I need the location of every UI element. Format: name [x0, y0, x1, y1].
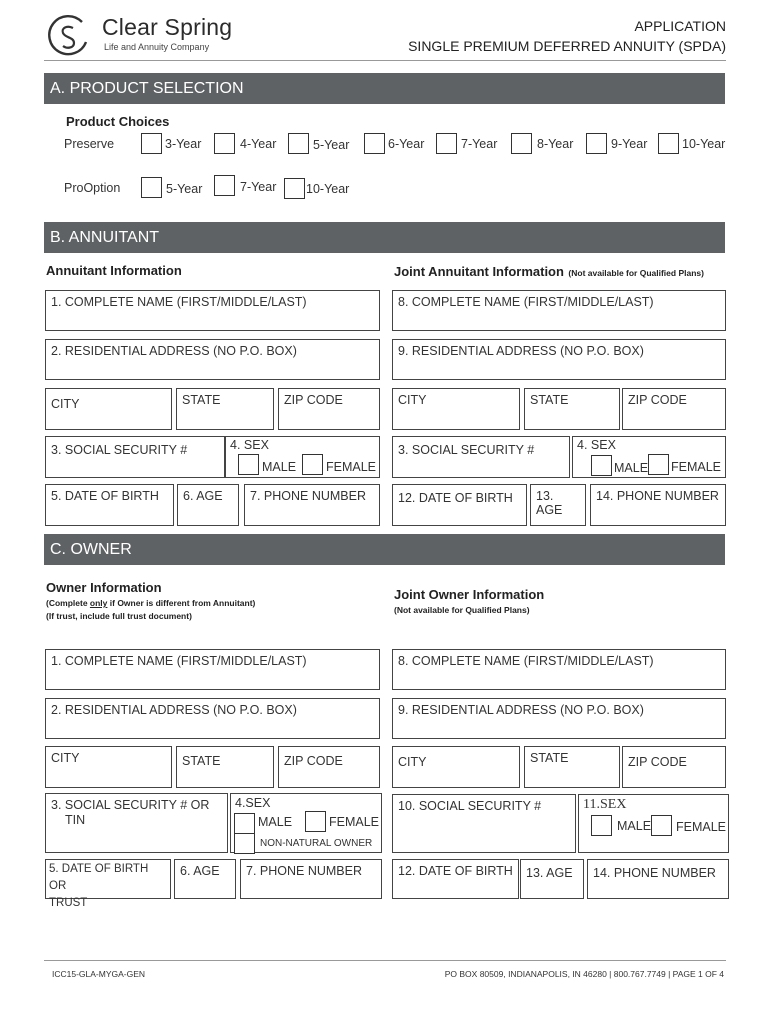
- joint-annuitant-phone-label: 14. PHONE NUMBER: [596, 489, 719, 503]
- title-line-1: APPLICATION: [634, 18, 726, 34]
- owner-male-checkbox[interactable]: [234, 813, 255, 834]
- annuitant-dob-label: 5. DATE OF BIRTH: [51, 489, 159, 503]
- owner-sex-label: 4.SEX: [235, 796, 271, 810]
- owner-note-1-pre: (Complete: [46, 598, 90, 608]
- prooption-10-year-checkbox[interactable]: [284, 178, 305, 199]
- prooption-label: ProOption: [64, 181, 121, 195]
- annuitant-address-label: 2. RESIDENTIAL ADDRESS (NO P.O. BOX): [51, 344, 297, 358]
- owner-ssn-label-2: TIN: [65, 813, 86, 827]
- preserve-6-year-checkbox[interactable]: [364, 133, 385, 154]
- owner-note-1-post: if Owner is different from Annuitant): [107, 598, 256, 608]
- joint-owner-zip-field[interactable]: [622, 746, 726, 788]
- title-line-2: SINGLE PREMIUM DEFERRED ANNUITY (SPDA): [408, 38, 726, 54]
- annuitant-age-label: 6. AGE: [183, 489, 223, 503]
- joint-annuitant-male-checkbox[interactable]: [591, 455, 612, 476]
- annuitant-info-heading: Annuitant Information: [46, 263, 182, 278]
- joint-owner-name-field[interactable]: [392, 649, 726, 690]
- preserve-7-year-checkbox[interactable]: [436, 133, 457, 154]
- joint-owner-address-field[interactable]: [392, 698, 726, 739]
- joint-owner-address-label: 9. RESIDENTIAL ADDRESS (NO P.O. BOX): [398, 703, 644, 717]
- joint-annuitant-zip-label: ZIP CODE: [628, 393, 687, 407]
- joint-annuitant-ssn-field[interactable]: [392, 436, 570, 478]
- prooption-10-year-label: 10-Year: [306, 182, 350, 196]
- preserve-4-year-label: 4-Year: [240, 137, 277, 151]
- joint-annuitant-phone-field[interactable]: [590, 484, 726, 526]
- preserve-8-year-checkbox[interactable]: [511, 133, 532, 154]
- annuitant-ssn-field[interactable]: [45, 436, 225, 478]
- annuitant-zip-field[interactable]: [278, 388, 380, 430]
- joint-owner-city-field[interactable]: [392, 746, 520, 788]
- prooption-5-year-checkbox[interactable]: [141, 177, 162, 198]
- joint-owner-ssn-field[interactable]: [392, 794, 576, 853]
- joint-owner-sex-label: 11.SEX: [583, 797, 627, 812]
- owner-phone-field[interactable]: [240, 859, 382, 899]
- joint-owner-age-field[interactable]: [520, 859, 584, 899]
- joint-owner-male-label: MALE: [617, 819, 652, 833]
- preserve-9-year-checkbox[interactable]: [586, 133, 607, 154]
- joint-owner-note: (Not available for Qualified Plans): [394, 605, 530, 615]
- owner-address-field[interactable]: [45, 698, 380, 739]
- annuitant-dob-field[interactable]: [45, 484, 174, 526]
- joint-owner-state-field[interactable]: [524, 746, 620, 788]
- joint-annuitant-city-field[interactable]: [392, 388, 520, 430]
- annuitant-city-field[interactable]: [45, 388, 172, 430]
- owner-city-label: CITY: [51, 751, 80, 765]
- section-b-header: B. ANNUITANT: [44, 222, 725, 253]
- joint-annuitant-female-checkbox[interactable]: [648, 454, 669, 475]
- joint-annuitant-city-label: CITY: [398, 393, 427, 407]
- owner-phone-label: 7. PHONE NUMBER: [246, 864, 362, 878]
- joint-annuitant-age-label: 13. AGE: [536, 489, 563, 517]
- brand-name: Clear Spring: [102, 14, 233, 40]
- annuitant-name-field[interactable]: [45, 290, 380, 331]
- annuitant-ssn-label: 3. SOCIAL SECURITY #: [51, 443, 188, 457]
- preserve-8-year-label: 8-Year: [537, 137, 574, 151]
- owner-zip-label: ZIP CODE: [284, 754, 343, 768]
- preserve-6-year-label: 6-Year: [388, 137, 425, 151]
- joint-annuitant-heading-group: [394, 263, 704, 281]
- annuitant-phone-label: 7. PHONE NUMBER: [250, 489, 366, 503]
- preserve-10-year-label: 10-Year: [682, 137, 726, 151]
- owner-female-checkbox[interactable]: [305, 811, 326, 832]
- joint-annuitant-state-field[interactable]: [524, 388, 620, 430]
- joint-owner-state-label: STATE: [530, 751, 569, 765]
- owner-state-field[interactable]: [176, 746, 274, 788]
- annuitant-zip-label: ZIP CODE: [284, 393, 343, 407]
- annuitant-city-label: CITY: [51, 397, 80, 411]
- joint-annuitant-dob-field[interactable]: [392, 484, 527, 526]
- owner-dob-field[interactable]: [45, 859, 171, 909]
- owner-ssn-label-1: 3. SOCIAL SECURITY # OR: [51, 798, 210, 812]
- section-c-header: C. OWNER: [44, 534, 725, 565]
- annuitant-state-field[interactable]: [176, 388, 274, 430]
- annuitant-sex-label: 4. SEX: [230, 438, 269, 452]
- joint-annuitant-ssn-label: 3. SOCIAL SECURITY #: [398, 443, 535, 457]
- annuitant-male-checkbox[interactable]: [238, 454, 259, 475]
- joint-annuitant-sex-label: 4. SEX: [577, 438, 616, 452]
- preserve-9-year-label: 9-Year: [611, 137, 648, 151]
- annuitant-name-label: 1. COMPLETE NAME (FIRST/MIDDLE/LAST): [51, 295, 307, 309]
- joint-annuitant-name-label: 8. COMPLETE NAME (FIRST/MIDDLE/LAST): [398, 295, 654, 309]
- preserve-3-year-checkbox[interactable]: [141, 133, 162, 154]
- owner-age-label: 6. AGE: [180, 864, 220, 878]
- joint-annuitant-note: (Not available for Qualified Plans): [568, 268, 704, 278]
- joint-annuitant-dob-label: 12. DATE OF BIRTH: [398, 491, 513, 505]
- joint-annuitant-heading: Joint Annuitant Information: [394, 264, 564, 279]
- annuitant-age-field[interactable]: [177, 484, 239, 526]
- section-a-header: A. PRODUCT SELECTION: [44, 73, 725, 104]
- owner-info-heading: Owner Information: [46, 580, 162, 595]
- annuitant-phone-field[interactable]: [244, 484, 380, 526]
- owner-note-1: [46, 598, 255, 608]
- header-divider: [44, 60, 726, 61]
- owner-ssn-field[interactable]: [45, 793, 228, 853]
- footer-form-id: ICC15-GLA-MYGA-GEN: [52, 969, 146, 979]
- joint-owner-heading: Joint Owner Information: [394, 587, 545, 602]
- joint-annuitant-male-label: MALE: [614, 461, 649, 475]
- clear-spring-logo-icon: [46, 12, 92, 58]
- preserve-10-year-checkbox[interactable]: [658, 133, 679, 154]
- preserve-4-year-checkbox[interactable]: [214, 133, 235, 154]
- owner-age-field[interactable]: [174, 859, 236, 899]
- joint-annuitant-female-label: FEMALE: [671, 460, 722, 474]
- annuitant-male-label: MALE: [262, 460, 297, 474]
- joint-annuitant-address-field[interactable]: [392, 339, 726, 380]
- owner-non-natural-checkbox[interactable]: [234, 833, 255, 854]
- joint-owner-city-label: CITY: [398, 755, 427, 769]
- owner-name-field[interactable]: [45, 649, 380, 690]
- owner-female-label: FEMALE: [329, 815, 380, 829]
- owner-male-label: MALE: [258, 815, 293, 829]
- owner-name-label: 1. COMPLETE NAME (FIRST/MIDDLE/LAST): [51, 654, 307, 668]
- preserve-5-year-checkbox[interactable]: [288, 133, 309, 154]
- brand-subtitle: Life and Annuity Company: [104, 42, 210, 52]
- annuitant-state-label: STATE: [182, 393, 221, 407]
- joint-owner-female-label: FEMALE: [676, 820, 727, 834]
- joint-owner-phone-label: 14. PHONE NUMBER: [593, 866, 716, 880]
- owner-state-label: STATE: [182, 754, 221, 768]
- joint-owner-name-label: 8. COMPLETE NAME (FIRST/MIDDLE/LAST): [398, 654, 654, 668]
- owner-address-label: 2. RESIDENTIAL ADDRESS (NO P.O. BOX): [51, 703, 297, 717]
- joint-owner-dob-label: 12. DATE OF BIRTH: [398, 864, 513, 878]
- owner-zip-field[interactable]: [278, 746, 380, 788]
- joint-annuitant-age-field[interactable]: [530, 484, 586, 526]
- prooption-7-year-label: 7-Year: [240, 180, 277, 194]
- joint-owner-ssn-label: 10. SOCIAL SECURITY #: [398, 799, 542, 813]
- preserve-5-year-label: 5-Year: [313, 138, 350, 152]
- owner-non-natural-label: NON-NATURAL OWNER: [260, 838, 373, 849]
- owner-dob-label-1: 5. DATE OF BIRTH OR: [49, 863, 149, 892]
- product-choices-heading: Product Choices: [66, 114, 170, 129]
- prooption-5-year-label: 5-Year: [166, 182, 203, 196]
- joint-owner-zip-label: ZIP CODE: [628, 755, 687, 769]
- joint-owner-male-checkbox[interactable]: [591, 815, 612, 836]
- annuitant-female-label: FEMALE: [326, 460, 377, 474]
- owner-city-field[interactable]: [45, 746, 172, 788]
- joint-annuitant-name-field[interactable]: [392, 290, 726, 331]
- owner-dob-label-2: TRUST: [49, 897, 88, 909]
- annuitant-address-field[interactable]: [45, 339, 380, 380]
- preserve-label: Preserve: [64, 137, 115, 151]
- footer-divider: [44, 960, 726, 961]
- joint-annuitant-address-label: 9. RESIDENTIAL ADDRESS (NO P.O. BOX): [398, 344, 644, 358]
- owner-note-2: (If trust, include full trust document): [46, 611, 192, 621]
- annuitant-female-checkbox[interactable]: [302, 454, 323, 475]
- joint-owner-age-label: 13. AGE: [526, 866, 573, 880]
- joint-owner-dob-field[interactable]: [392, 859, 519, 899]
- prooption-7-year-checkbox[interactable]: [214, 175, 235, 196]
- joint-annuitant-state-label: STATE: [530, 393, 569, 407]
- joint-owner-female-checkbox[interactable]: [651, 815, 672, 836]
- joint-owner-phone-field[interactable]: [587, 859, 729, 899]
- preserve-7-year-label: 7-Year: [461, 137, 498, 151]
- joint-annuitant-zip-field[interactable]: [622, 388, 726, 430]
- document-title: [408, 16, 726, 56]
- footer-address: PO BOX 80509, INDIANAPOLIS, IN 46280 | 800.767.7749 | PAGE 1 OF 4: [444, 969, 724, 979]
- owner-note-1-only: only: [89, 598, 108, 608]
- preserve-3-year-label: 3-Year: [165, 137, 202, 151]
